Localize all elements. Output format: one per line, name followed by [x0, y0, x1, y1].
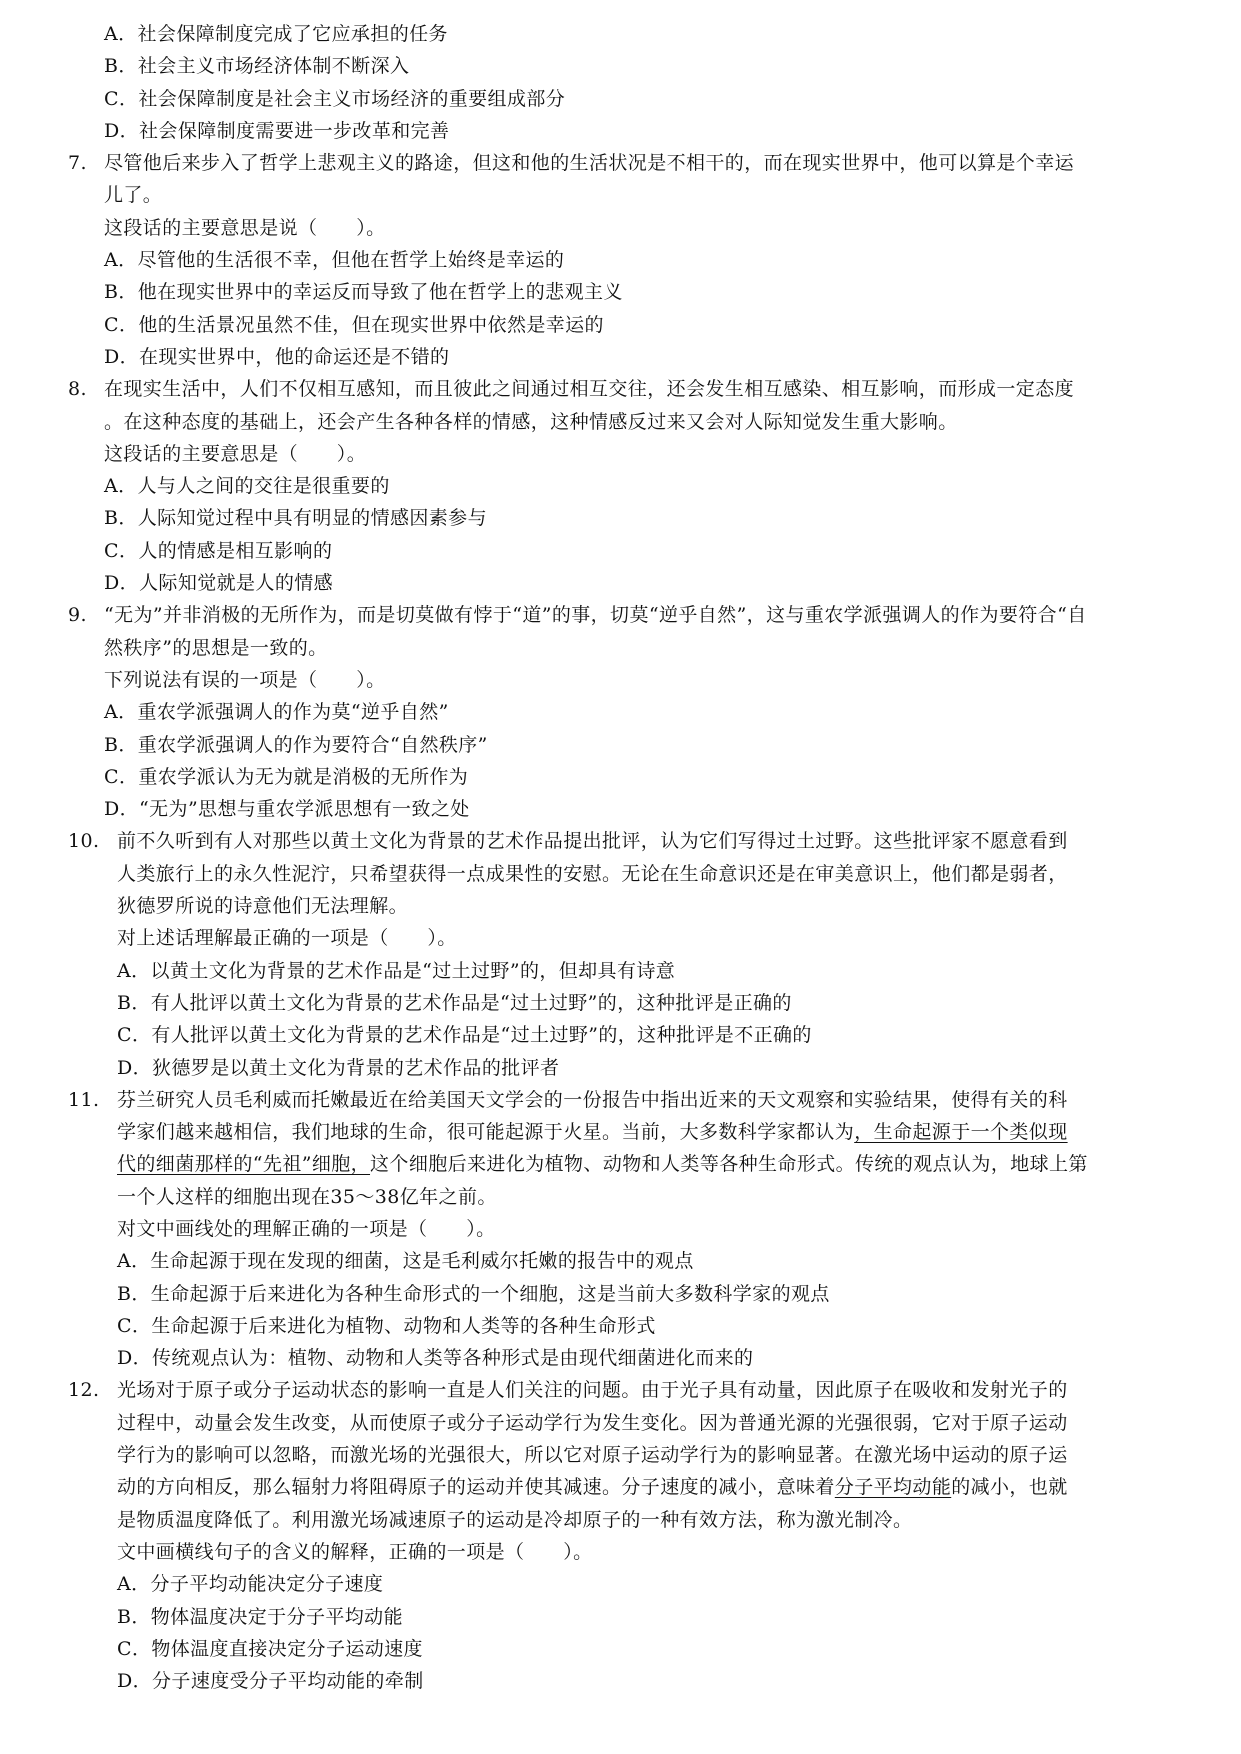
question-text-line: 一个人这样的细胞出现在35～38亿年之前。	[117, 1185, 497, 1208]
question-text-line: 狄德罗所说的诗意他们无法理解。	[117, 895, 409, 918]
question-9	[0, 599, 1241, 825]
question-text-line: “无为”并非消极的无所作为，而是切莫做有悖于“道”的事，切莫“逆乎自然”，这与重农学派强调人的作为要符合“自	[104, 604, 1087, 627]
question-prompt: 下列说法有误的一项是（ ）。	[104, 668, 386, 691]
question-text-line	[0, 1116, 1241, 1148]
option-b: B．社会主义市场经济体制不断深入	[104, 55, 410, 78]
option-d: D．“无为”思想与重农学派思想有一致之处	[104, 798, 470, 821]
question-7	[0, 147, 1241, 373]
question-text-line: 是物质温度降低了。利用激光场减速原子的运动是冷却原子的一种有效方法，称为激光制冷。	[117, 1508, 913, 1531]
underlined-text: ，生命起源于一个类似现	[854, 1121, 1068, 1144]
option-b: B．物体温度决定于分子平均动能	[117, 1605, 403, 1628]
option-b: B．他在现实世界中的幸运反而导致了他在哲学上的悲观主义	[104, 281, 623, 304]
option-c: C．物体温度直接决定分子运动速度	[117, 1637, 423, 1660]
option-c: C．有人批评以黄土文化为背景的艺术作品是“过土过野”的，这种批评是不正确的	[117, 1024, 812, 1047]
option-b: B．有人批评以黄土文化为背景的艺术作品是“过土过野”的，这种批评是正确的	[117, 991, 792, 1014]
question-6-options	[0, 18, 1241, 147]
question-prompt: 对文中画线处的理解正确的一项是（ ）。	[117, 1217, 496, 1240]
option-a: A．尽管他的生活很不幸，但他在哲学上始终是幸运的	[104, 249, 565, 272]
question-text-line: 。在这种态度的基础上，还会产生各种各样的情感，这种情感反过来又会对人际知觉发生重大影响。	[104, 410, 958, 433]
question-number: 10.	[68, 830, 100, 853]
question-number: 7.	[68, 152, 87, 175]
question-text-line	[0, 1471, 1241, 1503]
question-text-line: 然秩序”的思想是一致的。	[104, 636, 328, 659]
question-prompt: 这段话的主要意思是说（ ）。	[104, 216, 386, 239]
option-a: A．重农学派强调人的作为莫“逆乎自然”	[104, 701, 449, 724]
question-number: 11.	[68, 1088, 100, 1111]
question-text-line: 尽管他后来步入了哲学上悲观主义的路途，但这和他的生活状况是不相干的，而在现实世界中，他可以算是个幸运	[104, 152, 1075, 175]
question-number: 8.	[68, 378, 87, 401]
underlined-text: 代的细菌那样的“先祖”细胞，	[117, 1153, 371, 1176]
exam-page	[0, 18, 1241, 1697]
question-prompt: 对上述话理解最正确的一项是（ ）。	[117, 927, 457, 950]
question-text-line: 前不久听到有人对那些以黄土文化为背景的艺术作品提出批评，认为它们写得过土过野。这些批评家不愿意看到	[117, 830, 1068, 853]
option-b: B．生命起源于后来进化为各种生命形式的一个细胞，这是当前大多数科学家的观点	[117, 1282, 830, 1305]
option-c: C．人的情感是相互影响的	[104, 539, 333, 562]
option-d: D．人际知觉就是人的情感	[104, 572, 334, 595]
question-text-line: 光场对于原子或分子运动状态的影响一直是人们关注的问题。由于光子具有动量，因此原子在吸收和发射光子的	[117, 1379, 1068, 1402]
question-prompt: 这段话的主要意思是（ ）。	[104, 442, 367, 465]
option-a: A．生命起源于现在发现的细菌，这是毛利威尔托嫩的报告中的观点	[117, 1250, 694, 1273]
question-text-line: 在现实生活中，人们不仅相互感知，而且彼此之间通过相互交往，还会发生相互感染、相互影响，而形成一定态度	[104, 378, 1075, 401]
question-8	[0, 373, 1241, 599]
option-b: B．重农学派强调人的作为要符合“自然秩序”	[104, 733, 488, 756]
question-number: 12.	[68, 1379, 100, 1402]
option-c: C．生命起源于后来进化为植物、动物和人类等的各种生命形式	[117, 1314, 656, 1337]
option-c: C．他的生活景况虽然不佳，但在现实世界中依然是幸运的	[104, 313, 604, 336]
option-d: D．狄德罗是以黄土文化为背景的艺术作品的批评者	[117, 1056, 560, 1079]
text-segment: 动的方向相反，那么辐射力将阻碍原子的运动并使其减速。分子速度的减小，意味着	[117, 1476, 835, 1499]
text-segment: 这个细胞后来进化为植物、动物和人类等各种生命形式。传统的观点认为，地球上第	[370, 1153, 1088, 1176]
option-c: C．社会保障制度是社会主义市场经济的重要组成部分	[104, 87, 566, 110]
question-text-line: 儿了。	[104, 184, 163, 207]
option-a: A．以黄土文化为背景的艺术作品是“过土过野”的，但却具有诗意	[117, 959, 676, 982]
question-text-line: 芬兰研究人员毛利威而托嫩最近在给美国天文学会的一份报告中指出近来的天文观察和实验结果，使得有关的科	[117, 1088, 1068, 1111]
question-text-line	[0, 1148, 1241, 1180]
text-segment: 的减小，也就	[951, 1476, 1068, 1499]
option-a: A．分子平均动能决定分子速度	[117, 1573, 384, 1596]
question-10	[0, 825, 1241, 1083]
question-number: 9.	[68, 604, 87, 627]
option-d: D．在现实世界中，他的命运还是不错的	[104, 345, 450, 368]
underlined-text: 分子平均动能	[834, 1476, 952, 1499]
option-d: D．社会保障制度需要进一步改革和完善	[104, 119, 450, 142]
question-12	[0, 1374, 1241, 1697]
option-a: A．人与人之间的交往是很重要的	[104, 475, 390, 498]
option-b: B．人际知觉过程中具有明显的情感因素参与	[104, 507, 487, 530]
text-segment: 学家们越来越相信，我们地球的生命，很可能起源于火星。当前，大多数科学家都认为	[117, 1121, 855, 1144]
option-d: D．分子速度受分子平均动能的牵制	[117, 1670, 424, 1693]
option-c: C．重农学派认为无为就是消极的无所作为	[104, 765, 469, 788]
option-d: D．传统观点认为：植物、动物和人类等各种形式是由现代细菌进化而来的	[117, 1347, 754, 1370]
question-text-line: 人类旅行上的永久性泥泞，只希望获得一点成果性的安慰。无论在生命意识还是在审美意识上，他们都是弱者，	[117, 862, 1068, 885]
question-prompt: 文中画横线句子的含义的解释，正确的一项是（ ）。	[117, 1540, 593, 1563]
question-text-line: 学行为的影响可以忽略，而激光场的光强很大，所以它对原子运动学行为的影响显著。在激光场中运动的原子运	[117, 1444, 1068, 1467]
question-11	[0, 1084, 1241, 1375]
option-a: A．社会保障制度完成了它应承担的任务	[104, 23, 448, 45]
question-text-line: 过程中，动量会发生改变，从而使原子或分子运动学行为发生变化。因为普通光源的光强很弱，它对于原子运动	[117, 1411, 1068, 1434]
